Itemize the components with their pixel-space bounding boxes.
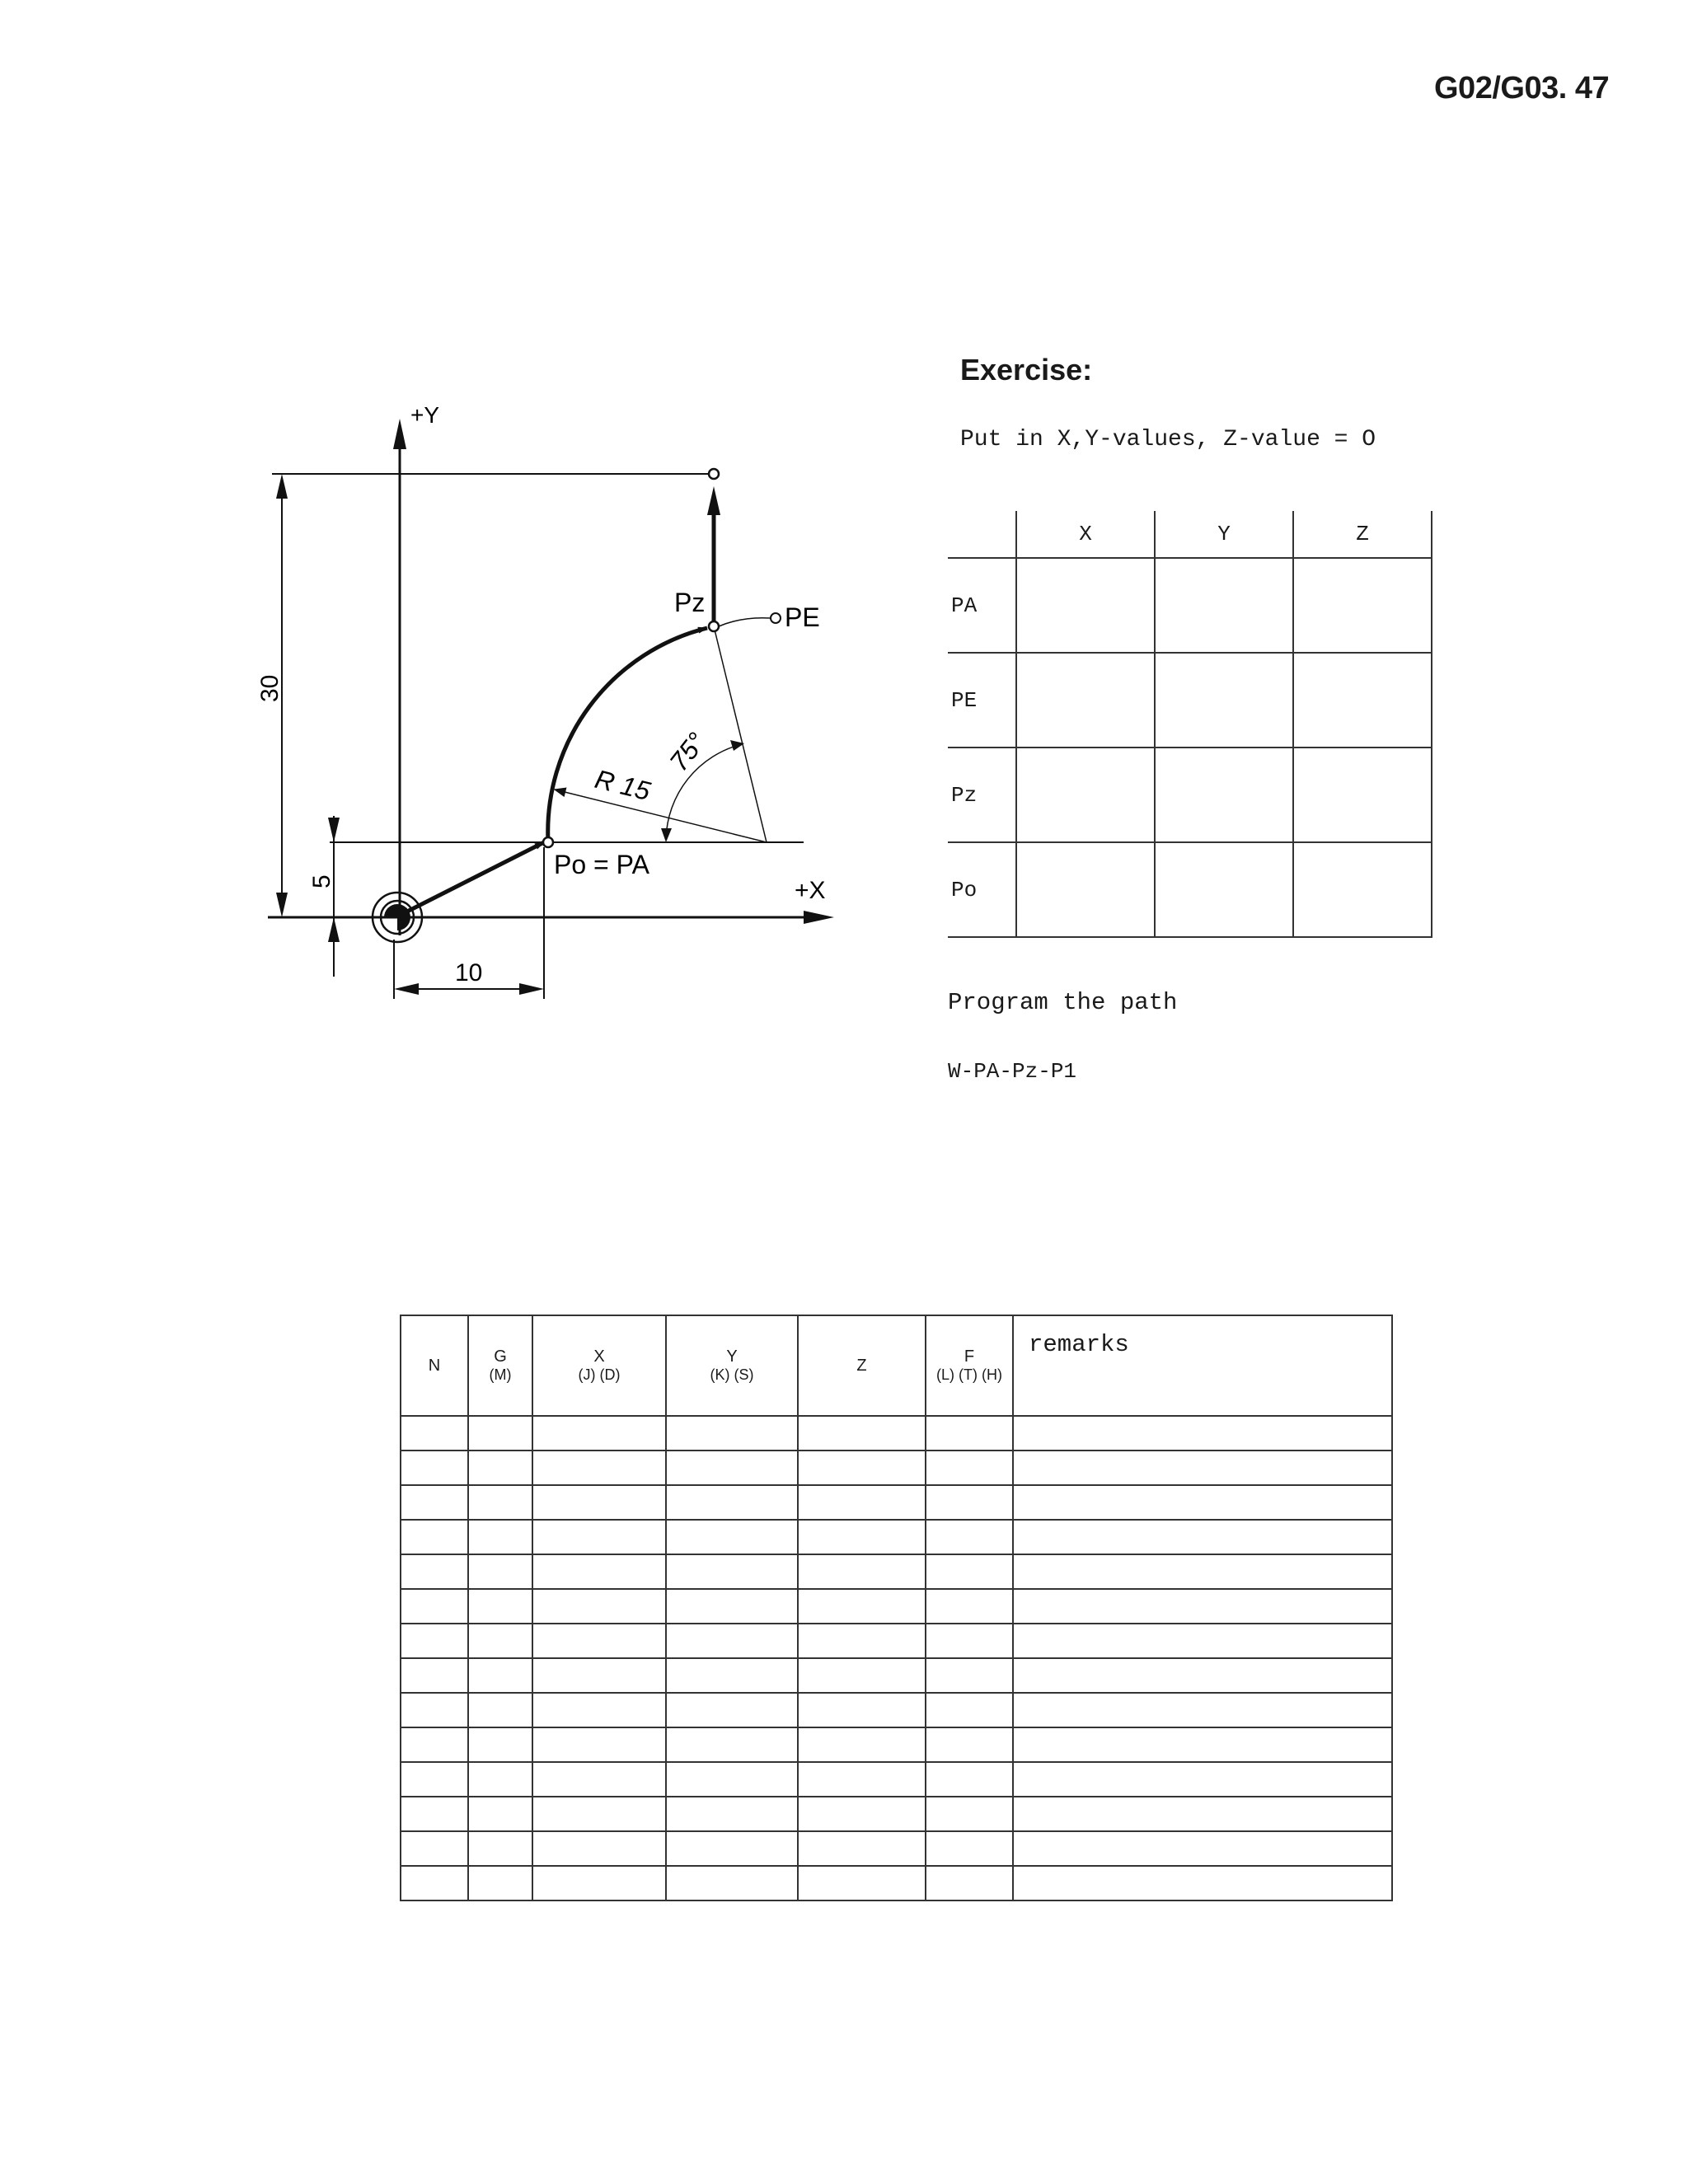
point-table-cell[interactable] (1155, 558, 1293, 653)
program-sheet-cell[interactable] (401, 1658, 468, 1693)
program-sheet-cell[interactable] (401, 1520, 468, 1554)
program-sheet-cell[interactable] (532, 1485, 666, 1520)
program-col-g: G (M) (468, 1315, 532, 1416)
program-sheet-cell[interactable] (1013, 1831, 1392, 1866)
program-sheet-cell[interactable] (468, 1866, 532, 1900)
program-path: W-PA-Pz-P1 (948, 1059, 1077, 1084)
program-sheet-cell[interactable] (401, 1589, 468, 1624)
point-p1-marker (709, 469, 719, 479)
radius-dimension-line (555, 790, 767, 842)
program-sheet-cell[interactable] (798, 1416, 926, 1451)
program-sheet-cell[interactable] (926, 1624, 1013, 1658)
point-table-cell[interactable] (1016, 653, 1155, 748)
dimension-10-arrow-left (394, 983, 419, 995)
program-sheet-cell[interactable] (666, 1520, 798, 1554)
program-sheet-cell[interactable] (926, 1416, 1013, 1451)
program-sheet-cell[interactable] (468, 1831, 532, 1866)
program-sheet-cell[interactable] (666, 1624, 798, 1658)
program-sheet-cell[interactable] (798, 1451, 926, 1485)
dimension-30-arrow-top (276, 474, 288, 499)
exercise-instruction: Put in X,Y-values, Z-value = O (960, 427, 1376, 452)
program-sheet-cell[interactable] (532, 1693, 666, 1727)
point-table-cell[interactable] (1155, 653, 1293, 748)
program-sheet-cell[interactable] (532, 1762, 666, 1797)
program-sheet-cell[interactable] (1013, 1866, 1392, 1900)
program-sheet-cell[interactable] (532, 1866, 666, 1900)
program-sheet-cell[interactable] (666, 1831, 798, 1866)
program-sheet-cell[interactable] (468, 1520, 532, 1554)
point-table-row (948, 748, 1432, 842)
program-sheet-cell[interactable] (1013, 1485, 1392, 1520)
point-table-cell[interactable] (1155, 748, 1293, 842)
program-sheet-cell[interactable] (926, 1589, 1013, 1624)
program-sheet-cell[interactable] (401, 1485, 468, 1520)
program-sheet-cell[interactable] (401, 1797, 468, 1831)
point-coordinates-table (948, 511, 1432, 938)
program-sheet-cell[interactable] (666, 1416, 798, 1451)
program-sheet-cell[interactable] (666, 1554, 798, 1589)
dimension-5-label: 5 (308, 874, 335, 888)
program-col-x: X (J) (D) (532, 1315, 666, 1416)
program-sheet-cell[interactable] (1013, 1727, 1392, 1762)
program-col-remarks: remarks (1013, 1315, 1392, 1416)
program-sheet-cell[interactable] (401, 1554, 468, 1589)
dimension-5-arrow-top (328, 818, 340, 842)
program-sheet-row (401, 1658, 1392, 1693)
program-sheet-cell[interactable] (666, 1866, 798, 1900)
point-table-cell[interactable] (1293, 653, 1432, 748)
program-sheet-row (401, 1693, 1392, 1727)
program-sheet-cell[interactable] (1013, 1416, 1392, 1451)
dimension-10-label: 10 (455, 959, 483, 987)
point-table-header-row (948, 511, 1432, 558)
dimension-30-arrow-bottom (276, 893, 288, 917)
point-table-row (948, 653, 1432, 748)
program-sheet-row (401, 1624, 1392, 1658)
program-col-f: F (L) (T) (H) (926, 1315, 1013, 1416)
program-sheet-cell[interactable] (1013, 1624, 1392, 1658)
program-sheet-cell[interactable] (532, 1831, 666, 1866)
dimension-30-label: 30 (256, 674, 284, 702)
program-sheet-cell[interactable] (926, 1658, 1013, 1693)
program-sheet-cell[interactable] (1013, 1797, 1392, 1831)
radius-line-to-pz (714, 626, 767, 842)
program-sheet-cell[interactable] (926, 1554, 1013, 1589)
angle-label: 75° (663, 727, 712, 777)
program-sheet-cell[interactable] (666, 1797, 798, 1831)
program-sheet-row (401, 1797, 1392, 1831)
program-sheet-cell[interactable] (401, 1693, 468, 1727)
program-sheet-cell[interactable] (798, 1831, 926, 1866)
point-table-cell[interactable] (1293, 748, 1432, 842)
program-sheet-cell[interactable] (401, 1866, 468, 1900)
path-segment-w-pa (404, 842, 544, 913)
x-axis-label: +X (795, 877, 826, 904)
workpiece-origin-icon (373, 893, 422, 942)
program-sheet-header-row (401, 1315, 1392, 1416)
point-table-row (948, 558, 1432, 653)
program-sheet-row (401, 1554, 1392, 1589)
y-axis-label: +Y (410, 402, 440, 428)
program-sheet-cell[interactable] (468, 1658, 532, 1693)
program-sheet-cell[interactable] (532, 1727, 666, 1762)
point-pe-marker (771, 613, 781, 623)
program-sheet-row (401, 1451, 1392, 1485)
point-table-cell[interactable] (1016, 842, 1155, 937)
program-sheet-cell[interactable] (926, 1866, 1013, 1900)
program-sheet-cell[interactable] (532, 1589, 666, 1624)
point-table-row (948, 842, 1432, 937)
point-table-col-x: X (1016, 511, 1155, 558)
program-sheet-cell[interactable] (1013, 1589, 1392, 1624)
point-pe-label: PE (785, 602, 820, 632)
point-pz-marker (709, 621, 719, 631)
point-table-col-z: Z (1293, 511, 1432, 558)
program-sheet-cell[interactable] (798, 1624, 926, 1658)
program-sheet-cell[interactable] (532, 1624, 666, 1658)
program-sheet-cell[interactable] (798, 1554, 926, 1589)
point-table-col-y: Y (1155, 511, 1293, 558)
point-table-cell[interactable] (1016, 748, 1155, 842)
program-sheet-row (401, 1866, 1392, 1900)
radius-label: R 15 (592, 763, 654, 807)
program-sheet-cell[interactable] (468, 1485, 532, 1520)
program-sheet-row (401, 1762, 1392, 1797)
dimension-10-arrow-right (519, 983, 544, 995)
program-sheet-cell[interactable] (666, 1762, 798, 1797)
program-sheet-cell[interactable] (1013, 1762, 1392, 1797)
program-sheet-cell[interactable] (468, 1797, 532, 1831)
program-sheet-cell[interactable] (532, 1520, 666, 1554)
program-instruction: Program the path (948, 989, 1178, 1016)
program-sheet-cell[interactable] (468, 1554, 532, 1589)
angle-arrowhead-low (661, 828, 672, 842)
point-pz-label: Pz (674, 588, 706, 617)
program-sheet-cell[interactable] (926, 1797, 1013, 1831)
program-sheet-cell[interactable] (468, 1451, 532, 1485)
path-segment-pz-p1-arrowhead (707, 486, 720, 515)
program-sheet-cell[interactable] (798, 1693, 926, 1727)
program-sheet-cell[interactable] (468, 1762, 532, 1797)
point-table-cell[interactable] (1293, 558, 1432, 653)
pe-leader-line (719, 618, 771, 626)
point-table-corner (948, 511, 1016, 558)
program-sheet-row (401, 1416, 1392, 1451)
program-sheet-cell[interactable] (926, 1831, 1013, 1866)
program-sheet-cell[interactable] (401, 1727, 468, 1762)
program-sheet-cell[interactable] (532, 1451, 666, 1485)
program-sheet-cell[interactable] (926, 1485, 1013, 1520)
program-sheet-cell[interactable] (401, 1624, 468, 1658)
program-sheet-cell[interactable] (666, 1727, 798, 1762)
point-table-row-label: Po (948, 842, 1016, 937)
program-sheet-cell[interactable] (666, 1693, 798, 1727)
program-sheet-cell[interactable] (798, 1797, 926, 1831)
program-sheet-cell[interactable] (798, 1520, 926, 1554)
program-sheet-cell[interactable] (1013, 1520, 1392, 1554)
program-sheet-cell[interactable] (468, 1727, 532, 1762)
program-sheet-cell[interactable] (532, 1416, 666, 1451)
program-sheet-cell[interactable] (468, 1693, 532, 1727)
program-sheet-cell[interactable] (532, 1797, 666, 1831)
page-identifier: G02/G03. 47 (1434, 71, 1610, 105)
cnc-path-diagram (0, 0, 907, 1055)
x-axis-arrowhead (804, 911, 834, 924)
program-sheet-cell[interactable] (401, 1762, 468, 1797)
program-sheet-cell[interactable] (926, 1762, 1013, 1797)
program-sheet-cell[interactable] (1013, 1693, 1392, 1727)
program-sheet-cell[interactable] (666, 1658, 798, 1693)
program-sheet-cell[interactable] (926, 1727, 1013, 1762)
point-pa-marker (543, 837, 553, 847)
program-sheet-cell[interactable] (401, 1451, 468, 1485)
program-sheet-cell[interactable] (798, 1866, 926, 1900)
program-sheet-cell[interactable] (926, 1520, 1013, 1554)
program-col-y: Y (K) (S) (666, 1315, 798, 1416)
program-sheet-cell[interactable] (401, 1416, 468, 1451)
program-sheet-row (401, 1589, 1392, 1624)
program-sheet-cell[interactable] (532, 1658, 666, 1693)
dimension-5-arrow-bottom (328, 917, 340, 942)
program-sheet-cell[interactable] (798, 1589, 926, 1624)
point-table-row-label: PA (948, 558, 1016, 653)
program-col-z: Z (798, 1315, 926, 1416)
program-sheet-cell[interactable] (401, 1831, 468, 1866)
exercise-title: Exercise: (960, 353, 1093, 387)
program-sheet-body (401, 1416, 1392, 1900)
y-axis-arrowhead (393, 419, 406, 449)
program-sheet-cell[interactable] (468, 1589, 532, 1624)
program-sheet-cell[interactable] (532, 1554, 666, 1589)
program-sheet-cell[interactable] (798, 1727, 926, 1762)
point-table-row-label: PE (948, 653, 1016, 748)
program-sheet-cell[interactable] (798, 1658, 926, 1693)
program-sheet-cell[interactable] (1013, 1658, 1392, 1693)
program-sheet-cell[interactable] (666, 1485, 798, 1520)
program-sheet-row (401, 1485, 1392, 1520)
program-sheet-cell[interactable] (468, 1416, 532, 1451)
point-po-pa-label: Po = PA (554, 850, 649, 879)
program-sheet-cell[interactable] (798, 1485, 926, 1520)
program-sheet-table (400, 1315, 1393, 1901)
program-sheet-cell[interactable] (468, 1624, 532, 1658)
program-sheet-cell[interactable] (926, 1451, 1013, 1485)
program-sheet-row (401, 1520, 1392, 1554)
program-sheet-cell[interactable] (1013, 1451, 1392, 1485)
program-sheet-row (401, 1831, 1392, 1866)
point-table-row-label: Pz (948, 748, 1016, 842)
program-sheet-cell[interactable] (1013, 1554, 1392, 1589)
program-sheet-cell[interactable] (666, 1589, 798, 1624)
program-sheet-cell[interactable] (926, 1693, 1013, 1727)
program-sheet-row (401, 1727, 1392, 1762)
program-col-n: N (401, 1315, 468, 1416)
point-table-cell[interactable] (1293, 842, 1432, 937)
point-table-cell[interactable] (1155, 842, 1293, 937)
program-sheet-cell[interactable] (666, 1451, 798, 1485)
point-table-cell[interactable] (1016, 558, 1155, 653)
program-sheet-cell[interactable] (798, 1762, 926, 1797)
